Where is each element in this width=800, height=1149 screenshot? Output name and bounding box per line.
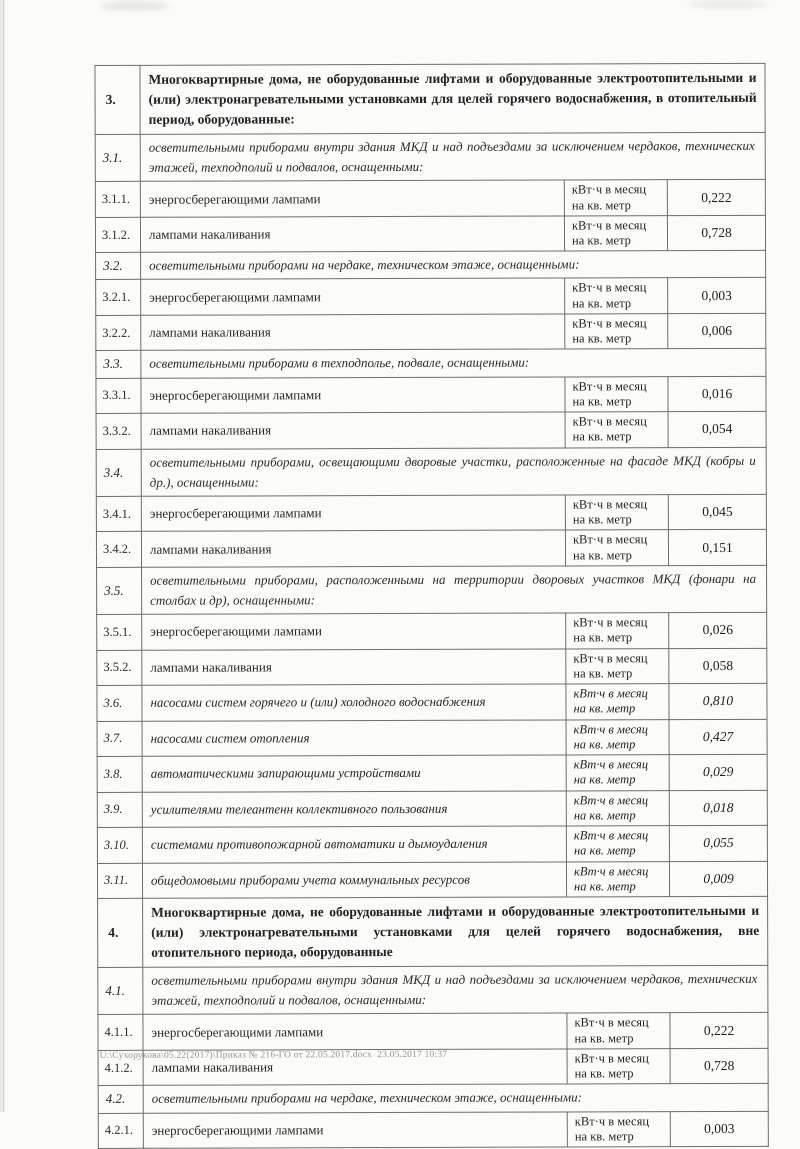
table-row bbox=[96, 494, 766, 532]
unit-line-1: кВт·ч в месяц bbox=[572, 414, 647, 429]
consumption-norms-table bbox=[94, 63, 768, 1149]
row-number: 3.7. bbox=[97, 721, 142, 757]
unit-cell bbox=[565, 278, 668, 314]
unit-cell bbox=[564, 180, 667, 216]
row-description: осветительными приборами внутри здания МКД и над подъездами за исключением чердаков, технических этажей, техподполий и подвалов, оснащенными: bbox=[143, 965, 768, 1014]
unit-cell bbox=[565, 530, 668, 566]
table-row bbox=[97, 719, 767, 757]
row-number: 4.1.2. bbox=[98, 1050, 143, 1086]
row-number: 3.8. bbox=[97, 756, 142, 792]
table-row bbox=[96, 530, 766, 568]
unit-line-1: кВт·ч в месяц bbox=[572, 497, 648, 512]
table-row bbox=[95, 132, 765, 181]
value-cell: 0,222 bbox=[670, 1013, 768, 1049]
row-description: осветительными приборами внутри здания МКД и над подъездами за исключением чердаков, технических этажей, техподполий и подвалов, оснащенными: bbox=[140, 132, 765, 181]
row-description: лампами накаливания bbox=[140, 216, 564, 253]
table-row bbox=[97, 612, 767, 650]
unit-cell bbox=[566, 613, 669, 649]
unit-line-1: кВт·ч в месяц bbox=[573, 721, 648, 737]
value-cell: 0,026 bbox=[669, 612, 767, 648]
unit-line-1: кВт·ч в месяц bbox=[572, 280, 647, 295]
unit-line-2: на кв. метр bbox=[573, 701, 636, 716]
unit-line-1: кВт·ч в месяц bbox=[572, 316, 647, 331]
unit-line-1: кВт·ч в месяц bbox=[572, 378, 647, 394]
row-description: системами противопожарной автоматики и дымоудаления bbox=[142, 826, 566, 863]
row-description: энергосберегающими лампами bbox=[143, 1013, 567, 1050]
row-description: автоматическими запирающими устройствами bbox=[142, 755, 566, 792]
unit-line-1: кВт·ч в месяц bbox=[574, 1015, 649, 1030]
unit-line-2: на кв. метр bbox=[571, 233, 631, 248]
row-description: энергосберегающими лампами bbox=[141, 278, 565, 315]
table-row bbox=[96, 411, 766, 449]
table-row bbox=[98, 1013, 768, 1051]
unit-cell bbox=[565, 314, 668, 350]
row-description: лампами накаливания bbox=[143, 1049, 567, 1086]
unit-line-2: на кв. метр bbox=[571, 197, 631, 212]
value-cell: 0,222 bbox=[667, 180, 765, 216]
row-number: 3.10. bbox=[97, 827, 142, 863]
value-cell: 0,009 bbox=[669, 861, 767, 897]
row-number: 3.3.1. bbox=[96, 378, 141, 414]
unit-line-1: кВт·ч в месяц bbox=[573, 615, 648, 630]
unit-line-2: на кв. метр bbox=[573, 843, 636, 858]
table-row bbox=[97, 648, 767, 686]
unit-cell bbox=[566, 755, 669, 791]
row-number: 3.3.2. bbox=[96, 413, 141, 449]
unit-cell bbox=[566, 826, 669, 862]
row-number: 3.1.1. bbox=[95, 182, 140, 218]
row-description: осветительными приборами на чердаке, техническом этаже, оснащенными: bbox=[143, 1084, 768, 1113]
unit-cell bbox=[566, 684, 669, 720]
row-number: 3.4.2. bbox=[96, 532, 141, 568]
row-number: 3.5.1. bbox=[97, 614, 142, 650]
row-description: энергосберегающими лампами bbox=[140, 180, 564, 217]
unit-cell bbox=[566, 790, 669, 826]
row-description: усилителями телеантенн коллективного пользования bbox=[142, 791, 566, 828]
unit-cell bbox=[566, 648, 669, 684]
row-number: 3.2.2. bbox=[96, 315, 141, 351]
table-row bbox=[97, 790, 767, 828]
table-row bbox=[96, 376, 766, 414]
row-description: лампами накаливания bbox=[141, 530, 565, 567]
row-number: 4.2.1. bbox=[98, 1113, 143, 1149]
row-number: 3.11. bbox=[97, 863, 142, 899]
row-number: 3.9. bbox=[97, 792, 142, 828]
table-row bbox=[95, 215, 765, 253]
value-cell: 0,029 bbox=[669, 754, 767, 790]
value-cell: 0,427 bbox=[669, 719, 767, 755]
unit-line-1: кВт·ч в месяц bbox=[573, 863, 649, 879]
value-cell: 0,016 bbox=[668, 376, 766, 412]
unit-line-2: на кв. метр bbox=[574, 1129, 634, 1144]
table-row bbox=[96, 349, 766, 378]
unit-line-2: на кв. метр bbox=[573, 737, 636, 752]
row-description: осветительными приборами, расположенными на территории дворовых участков МКД (фонари на столбах и др), оснащенными: bbox=[142, 565, 767, 614]
row-number: 3.1. bbox=[95, 134, 140, 181]
unit-cell bbox=[566, 719, 669, 755]
row-number: 4.1.1. bbox=[98, 1015, 143, 1051]
row-number: 3.5. bbox=[97, 567, 142, 614]
table-row bbox=[97, 754, 767, 792]
unit-line-2: на кв. метр bbox=[574, 879, 636, 894]
row-number: 3.1.2. bbox=[95, 217, 140, 253]
unit-line-1: кВт·ч в месяц bbox=[573, 828, 649, 843]
value-cell: 0,058 bbox=[669, 648, 767, 684]
table-row bbox=[97, 565, 767, 614]
value-cell: 0,006 bbox=[668, 313, 766, 349]
table-row bbox=[97, 825, 767, 863]
unit-line-2: на кв. метр bbox=[574, 1030, 634, 1046]
value-cell: 0,018 bbox=[669, 790, 767, 826]
value-cell: 0,810 bbox=[669, 683, 767, 719]
unit-line-1: кВт·ч в месяц bbox=[572, 532, 648, 547]
table-row bbox=[98, 896, 768, 967]
value-cell: 0,728 bbox=[667, 215, 765, 251]
table-row bbox=[95, 180, 765, 218]
row-description: насосами систем отопления bbox=[142, 720, 566, 757]
value-cell: 0,003 bbox=[670, 1111, 768, 1147]
row-number: 3.2.1. bbox=[96, 280, 141, 316]
table-row bbox=[98, 965, 768, 1014]
unit-line-2: на кв. метр bbox=[573, 630, 633, 645]
unit-line-2: на кв. метр bbox=[573, 808, 636, 823]
unit-line-2: на кв. метр bbox=[572, 295, 632, 311]
unit-cell bbox=[566, 861, 669, 897]
row-number: 3.3. bbox=[96, 351, 141, 378]
unit-cell bbox=[565, 376, 668, 412]
unit-line-2: на кв. метр bbox=[572, 331, 632, 346]
value-cell: 0,151 bbox=[668, 530, 766, 566]
row-description: лампами накаливания bbox=[141, 412, 565, 449]
table-row bbox=[96, 447, 766, 496]
value-cell: 0,054 bbox=[668, 411, 766, 447]
row-description: энергосберегающими лампами bbox=[141, 377, 565, 414]
table-row bbox=[98, 1084, 768, 1113]
unit-line-2: на кв. метр bbox=[574, 1066, 634, 1081]
row-description: осветительными приборами на чердаке, техническом этаже, оснащенными: bbox=[141, 251, 766, 280]
row-number: 3.5.2. bbox=[97, 650, 142, 686]
row-description: насосами систем горячего и (или) холодного водоснабжения bbox=[142, 684, 566, 721]
unit-line-2: на кв. метр bbox=[572, 512, 632, 527]
row-description: Многоквартирные дома, не оборудованные лифтами и оборудованные электроотопительными и (или) электронагревательными установками для целей горячего водоснабжения, вне отопительного периода, оборудованные bbox=[143, 896, 768, 967]
table-row bbox=[96, 313, 766, 351]
row-number: 3.4. bbox=[96, 449, 141, 496]
row-number: 3.2. bbox=[96, 253, 141, 280]
unit-line-2: на кв. метр bbox=[572, 429, 632, 444]
row-description: Многоквартирные дома, не оборудованные лифтами и оборудованные электроотопительными и (или) электронагревательными установками для целей горячего водоснабжения, в отопительный период, оборудованные: bbox=[140, 63, 765, 134]
unit-cell bbox=[567, 1013, 670, 1049]
unit-line-1: кВт·ч в месяц bbox=[571, 182, 647, 197]
value-cell: 0,003 bbox=[668, 278, 766, 314]
table-row bbox=[98, 1111, 768, 1149]
row-number: 3.6. bbox=[97, 685, 142, 721]
unit-line-2: на кв. метр bbox=[572, 394, 632, 409]
row-number: 4. bbox=[98, 898, 143, 967]
row-description: энергосберегающими лампами bbox=[143, 1112, 567, 1149]
unit-cell bbox=[565, 412, 668, 448]
table-row bbox=[95, 63, 765, 134]
row-number: 3. bbox=[95, 65, 140, 134]
unit-line-1: кВт·ч в месяц bbox=[573, 792, 649, 808]
row-number: 4.1. bbox=[98, 967, 143, 1014]
row-number: 3.4.1. bbox=[96, 496, 141, 532]
unit-line-2: на кв. метр bbox=[573, 772, 636, 787]
row-description: лампами накаливания bbox=[142, 649, 566, 686]
row-description: энергосберегающими лампами bbox=[142, 613, 566, 650]
unit-line-1: кВт·ч в месяц bbox=[573, 757, 649, 772]
unit-line-1: кВт·ч в месяц bbox=[571, 218, 647, 233]
unit-line-1: кВт·ч в месяц bbox=[574, 1051, 649, 1066]
table-row bbox=[97, 861, 767, 899]
unit-cell bbox=[564, 215, 667, 251]
row-description: лампами накаливания bbox=[141, 314, 565, 351]
row-description: энергосберегающими лампами bbox=[141, 495, 565, 532]
row-number: 4.2. bbox=[98, 1086, 143, 1113]
value-cell: 0,728 bbox=[670, 1048, 768, 1084]
unit-line-1: кВт·ч в месяц bbox=[573, 650, 648, 666]
document-footer-path: U:\Сухорукова\05.22(2017)\Приказ № 216-ГО от 22.05.2017.docx 23.05.2017 10:37 bbox=[99, 1049, 448, 1061]
unit-cell bbox=[565, 495, 668, 531]
unit-cell bbox=[567, 1111, 670, 1147]
row-description: осветительными приборами, освещающими дворовые участки, расположенные на фасаде МКД (кобры и др.), оснащенными: bbox=[141, 447, 766, 496]
value-cell: 0,045 bbox=[668, 494, 766, 530]
row-description: осветительными приборами в техподполье, подвале, оснащенными: bbox=[141, 349, 766, 378]
unit-line-1: кВт·ч в месяц bbox=[574, 1113, 650, 1129]
unit-line-2: на кв. метр bbox=[573, 666, 633, 681]
table-row bbox=[96, 251, 766, 280]
unit-line-2: на кв. метр bbox=[572, 547, 632, 563]
table-row bbox=[97, 683, 767, 721]
unit-line-1: кВт·ч в месяц bbox=[573, 686, 648, 701]
table-body bbox=[95, 63, 768, 1148]
unit-cell bbox=[567, 1049, 670, 1085]
table-row bbox=[96, 278, 766, 316]
row-description: общедомовыми приборами учета коммунальных ресурсов bbox=[142, 862, 566, 899]
value-cell: 0,055 bbox=[669, 825, 767, 861]
